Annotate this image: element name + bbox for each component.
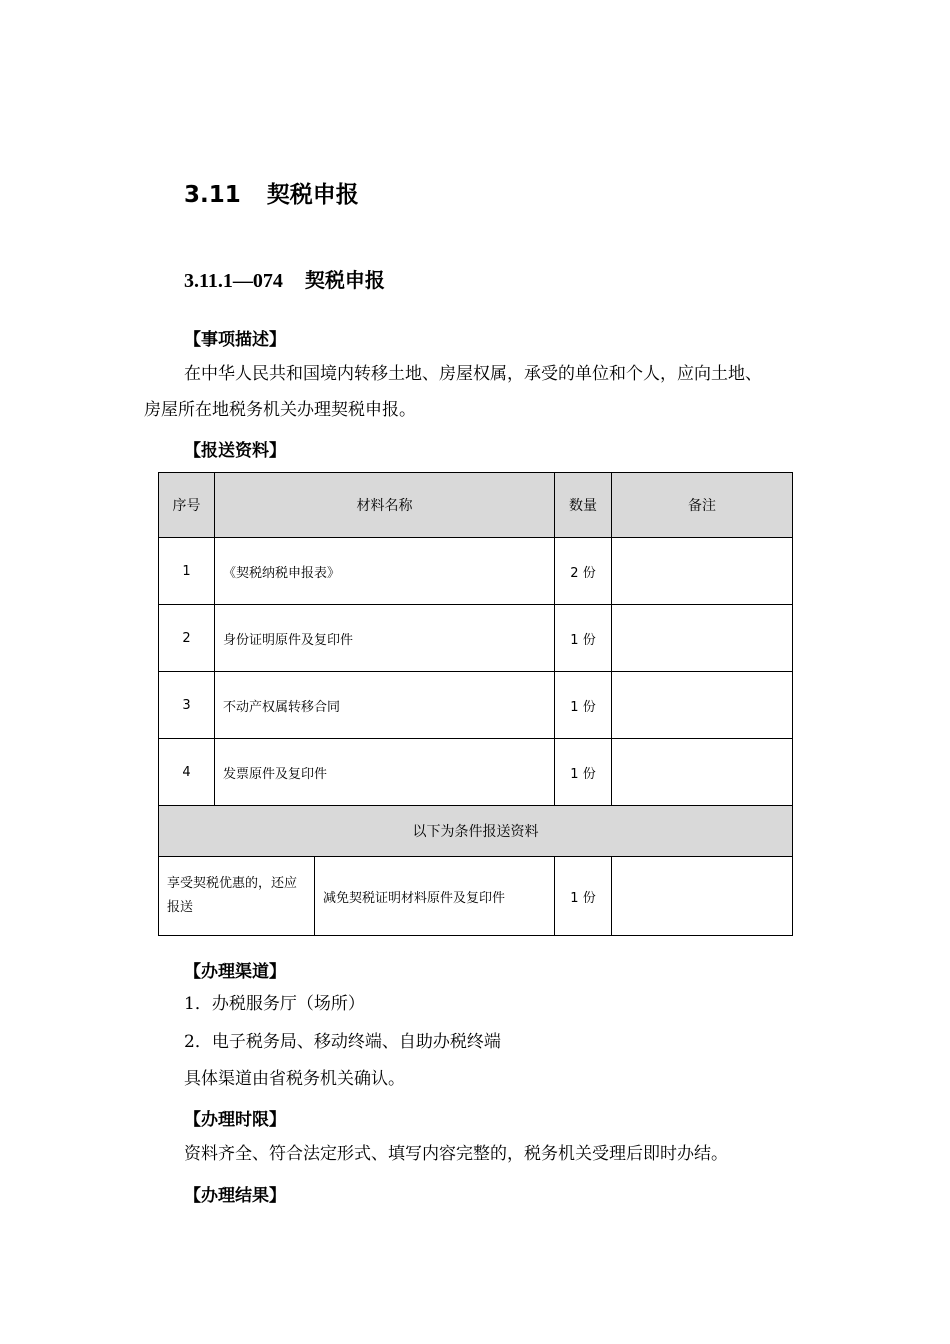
conditional-label: 以下为条件报送资料 bbox=[159, 806, 793, 857]
materials-table bbox=[158, 472, 793, 936]
section-title bbox=[184, 176, 359, 209]
description-line-2: 房屋所在地税务机关办理契税申报。 bbox=[144, 400, 416, 420]
row-qty: 1 份 bbox=[555, 605, 612, 672]
result-heading: 【办理结果】 bbox=[184, 1186, 286, 1206]
row-seq: 3 bbox=[159, 672, 215, 739]
description-heading: 【事项描述】 bbox=[184, 330, 286, 350]
table-row bbox=[159, 672, 793, 739]
table-row bbox=[159, 739, 793, 806]
row-qty: 2 份 bbox=[555, 538, 612, 605]
row-note bbox=[612, 672, 793, 739]
row-note bbox=[612, 739, 793, 806]
table-row bbox=[159, 605, 793, 672]
row-seq: 4 bbox=[159, 739, 215, 806]
time-limit-text: 资料齐全、符合法定形式、填写内容完整的，税务机关受理后即时办结。 bbox=[184, 1144, 728, 1164]
row-qty: 1 份 bbox=[555, 672, 612, 739]
time-limit-heading: 【办理时限】 bbox=[184, 1110, 286, 1130]
conditional-row bbox=[159, 857, 793, 936]
conditional-note bbox=[612, 857, 793, 936]
row-note bbox=[612, 538, 793, 605]
section-number: 3.11 bbox=[184, 182, 241, 208]
row-seq: 1 bbox=[159, 538, 215, 605]
description-line-1: 在中华人民共和国境内转移土地、房屋权属，承受的单位和个人，应向土地、 bbox=[184, 364, 762, 384]
row-name: 《契税纳税申报表》 bbox=[215, 538, 555, 605]
subsection-title bbox=[184, 264, 385, 293]
channels-note: 具体渠道由省税务机关确认。 bbox=[184, 1069, 405, 1089]
header-qty: 数量 bbox=[555, 473, 612, 538]
row-name: 不动产权属转移合同 bbox=[215, 672, 555, 739]
conditional-name: 减免契税证明材料原件及复印件 bbox=[315, 857, 555, 936]
subsection-title-text: 契税申报 bbox=[304, 268, 385, 292]
channels-item-1: 1．办税服务厅（场所） bbox=[184, 994, 365, 1014]
row-seq: 2 bbox=[159, 605, 215, 672]
section-title-text: 契税申报 bbox=[266, 182, 359, 208]
table-header-row bbox=[159, 473, 793, 538]
conditional-condition: 享受契税优惠的，还应报送 bbox=[159, 857, 315, 936]
row-name: 身份证明原件及复印件 bbox=[215, 605, 555, 672]
row-name: 发票原件及复印件 bbox=[215, 739, 555, 806]
row-note bbox=[612, 605, 793, 672]
header-name: 材料名称 bbox=[215, 473, 555, 538]
conditional-divider-row bbox=[159, 806, 793, 857]
header-note: 备注 bbox=[612, 473, 793, 538]
conditional-qty: 1 份 bbox=[555, 857, 612, 936]
header-seq: 序号 bbox=[159, 473, 215, 538]
materials-heading: 【报送资料】 bbox=[184, 441, 286, 461]
subsection-number: 3.11.1—074 bbox=[184, 270, 283, 292]
channels-item-2: 2．电子税务局、移动终端、自助办税终端 bbox=[184, 1032, 501, 1052]
channels-heading: 【办理渠道】 bbox=[184, 962, 286, 982]
row-qty: 1 份 bbox=[555, 739, 612, 806]
table-row bbox=[159, 538, 793, 605]
